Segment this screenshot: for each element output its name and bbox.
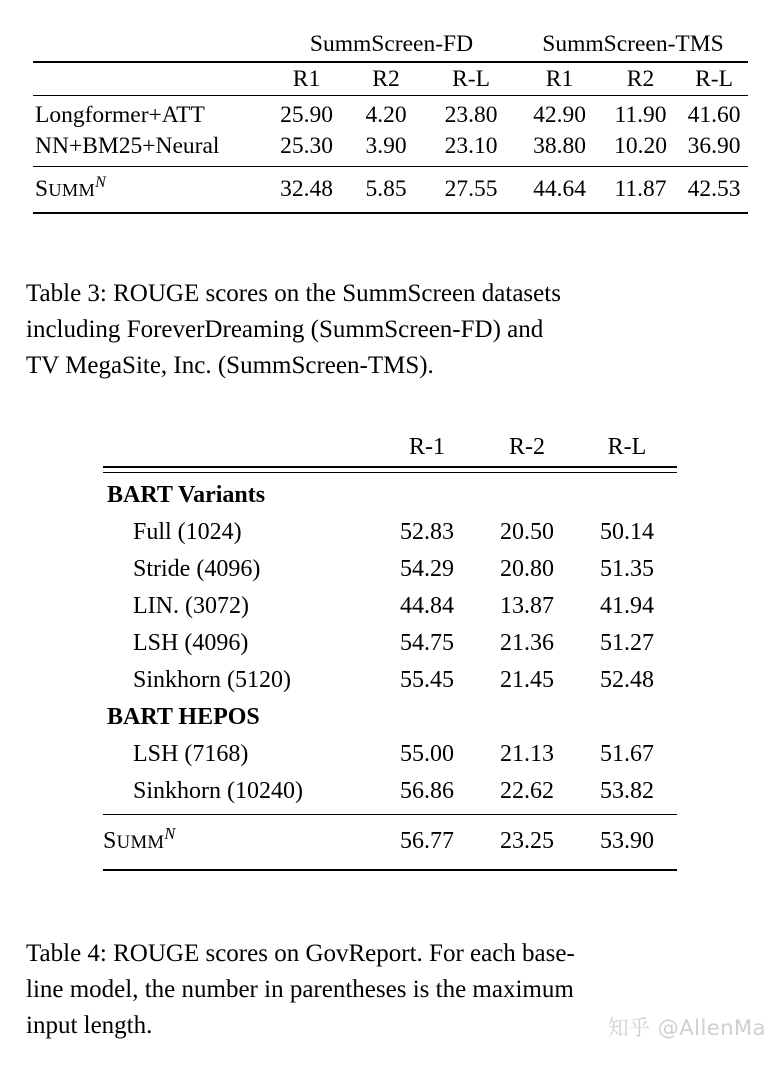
table-3-row-0-col-4: 11.90 [614,102,667,128]
table-3-row-0-col-2: 23.80 [444,102,498,128]
table-4-s0-row-0-label: Full (1024) [133,519,242,545]
table-3-row-1-label: NN+BM25+Neural [35,133,220,159]
table-row [33,131,748,162]
table-row [103,736,677,773]
table-3-metric-header-tms-r2: R2 [626,66,655,92]
table-3-caption-line-3: TV MegaSite, Inc. (SummScreen-TMS). [26,352,434,379]
table-3-summary-col-5: 42.53 [687,176,741,202]
table-4-corner-cell [103,428,377,467]
table-4-s0-row-4-col-0: 55.45 [400,667,454,693]
table-4-section-0-pad-0 [377,477,477,514]
table-3-summary-col-4: 11.87 [614,176,667,202]
watermark: 知乎 @AllenMa [607,1016,766,1040]
table-4-metric-header-rl: R-L [577,428,677,467]
table-4-section-0-pad-2 [577,477,677,514]
table-4-s1-row-1-col-1: 22.62 [500,778,554,804]
table-3-row-1-col-2: 23.10 [444,133,498,159]
table-4-s0-row-1-col-1: 20.80 [500,556,554,582]
table-3-row-1-col-1: 3.90 [365,133,407,159]
table-4-summary-col-0: 56.77 [400,828,454,854]
table-3 [33,28,748,214]
table-4-s1-row-0-col-1: 21.13 [500,741,554,767]
table-row [103,625,677,662]
table-4-s1-row-0-label: LSH (7168) [133,741,249,767]
table-4-s0-row-4-col-1: 21.45 [500,667,554,693]
table-3-caption [26,276,762,384]
table-4-section-0-pad-1 [477,477,577,514]
table-3-group-header-summscreen-fd: SummScreen-FD [265,28,518,62]
table-4-s0-row-4-col-2: 52.48 [600,667,654,693]
table-4-s0-row-3-col-2: 51.27 [600,630,654,656]
table-4 [103,428,677,871]
table-4-s0-row-3-label: LSH (4096) [133,630,249,656]
table-3-row-1-col-4: 10.20 [614,133,667,159]
table-4-metric-header-row [103,428,677,467]
table-row [33,100,748,131]
table-3-row-0-label: Longformer+ATT [35,102,205,128]
table-3-summary-label-prefix: S [35,176,49,202]
table-3-caption-line-2-word-1: ForeverDreaming [126,316,305,343]
table-3-metric-header-fd-r2: R2 [372,66,400,92]
table-4-section-1-title: BART HEPOS [107,704,260,730]
table-3-row-0-col-1: 4.20 [365,102,407,128]
table-4-caption-line-2: line model, the number in parentheses is the maximum [26,976,574,1003]
table-3-bottomrule [33,208,748,213]
table-3-summary-label [33,171,265,208]
table-4-s0-row-2-col-2: 41.94 [600,593,654,619]
table-4-caption-line-1: Table 4: ROUGE scores on GovReport. For each base- [26,940,575,967]
table-row [103,514,677,551]
table-4-section-header [103,699,677,736]
table-4-metric-header-r2: R-2 [477,428,577,467]
table-4-s0-row-3-col-0: 54.75 [400,630,454,656]
table-3-summary-label-smallcaps: UMM [48,180,96,200]
table-4-s0-row-4-label: Sinkhorn (5120) [133,667,291,693]
table-3-summary-col-0: 32.48 [280,176,333,202]
table-4-summary-col-2: 53.90 [600,828,654,854]
table-4-section-0-title: BART Variants [107,482,266,508]
table-4-s1-row-0-col-2: 51.67 [600,741,654,767]
table-3-row-0-col-0: 25.90 [280,102,333,128]
table-4-s0-row-2-col-1: 13.87 [500,593,554,619]
table-3-row-1-col-0: 25.30 [280,133,333,159]
table-4-summary-col-1: 23.25 [500,828,554,854]
table-3-summary-label-superscript: N [95,174,107,192]
table-3-caption-line-2-word-2: (SummScreen-FD) [310,316,501,343]
table-3-caption-line-2 [26,312,762,348]
table-3-group-header-row [33,28,748,62]
table-4-s0-row-1-col-2: 51.35 [600,556,654,582]
table-4-caption-line-3: input length. [26,1012,153,1039]
table-3-metric-header-tms-rl: R-L [695,66,733,92]
table-4-s0-row-1-col-0: 54.29 [400,556,454,582]
table-4-s1-row-1-col-2: 53.82 [600,778,654,804]
table-4-container [103,428,677,871]
table-row-summary [103,819,677,865]
table-row-summary [33,171,748,208]
table-3-row-0-col-5: 41.60 [687,102,741,128]
table-4-metric-header-r1: R-1 [377,428,477,467]
table-4-summary-label-smallcaps: UMM [116,832,165,853]
table-4-s1-row-0-col-0: 55.00 [400,741,454,767]
table-3-summary-col-3: 44.64 [533,176,586,202]
table-3-metric-header-row [33,62,748,96]
table-4-section-1-pad-0 [377,699,477,736]
table-3-container [33,28,748,214]
table-4-summary-label-prefix: S [103,828,117,854]
table-row [103,588,677,625]
table-3-row-1-col-5: 36.90 [687,133,741,159]
table-row [103,662,677,699]
table-4-s0-row-3-col-1: 21.36 [500,630,554,656]
table-4-s0-row-2-label: LIN. (3072) [133,593,249,619]
table-3-summary-col-2: 27.55 [444,176,498,202]
table-4-bottomrule [103,865,677,870]
table-3-row-1-col-3: 38.80 [533,133,586,159]
table-3-group-header-summscreen-tms: SummScreen-TMS [518,28,748,62]
table-row [103,551,677,588]
table-4-s0-row-2-col-0: 44.84 [400,593,454,619]
table-4-section-1-pad-2 [577,699,677,736]
table-4-s0-row-0-col-2: 50.14 [600,519,654,545]
table-3-caption-line-2-word-0: including [26,316,121,343]
table-4-s0-row-0-col-0: 52.83 [400,519,454,545]
table-3-metric-header-blank [33,62,265,96]
table-4-s1-row-1-col-0: 56.86 [400,778,454,804]
table-3-row-0-col-3: 42.90 [533,102,586,128]
table-4-s0-row-0-col-1: 20.50 [500,519,554,545]
table-4-summary-label [103,819,377,865]
table-3-corner-cell [33,28,265,62]
table-3-caption-line-2-word-3: and [507,316,544,343]
table-3-summary-col-1: 5.85 [365,176,407,202]
table-4-s1-row-1-label: Sinkhorn (10240) [133,778,303,804]
table-4-s0-row-1-label: Stride (4096) [133,556,261,582]
table-row [103,773,677,810]
table-3-metric-header-fd-rl: R-L [452,66,490,92]
table-4-section-1-pad-1 [477,699,577,736]
table-3-caption-line-1: Table 3: ROUGE scores on the SummScreen datasets [26,280,561,307]
table-4-section-header [103,477,677,514]
table-3-metric-header-fd-r1: R1 [292,66,321,92]
table-3-metric-header-tms-r1: R1 [545,66,574,92]
table-4-summary-label-superscript: N [164,824,176,843]
